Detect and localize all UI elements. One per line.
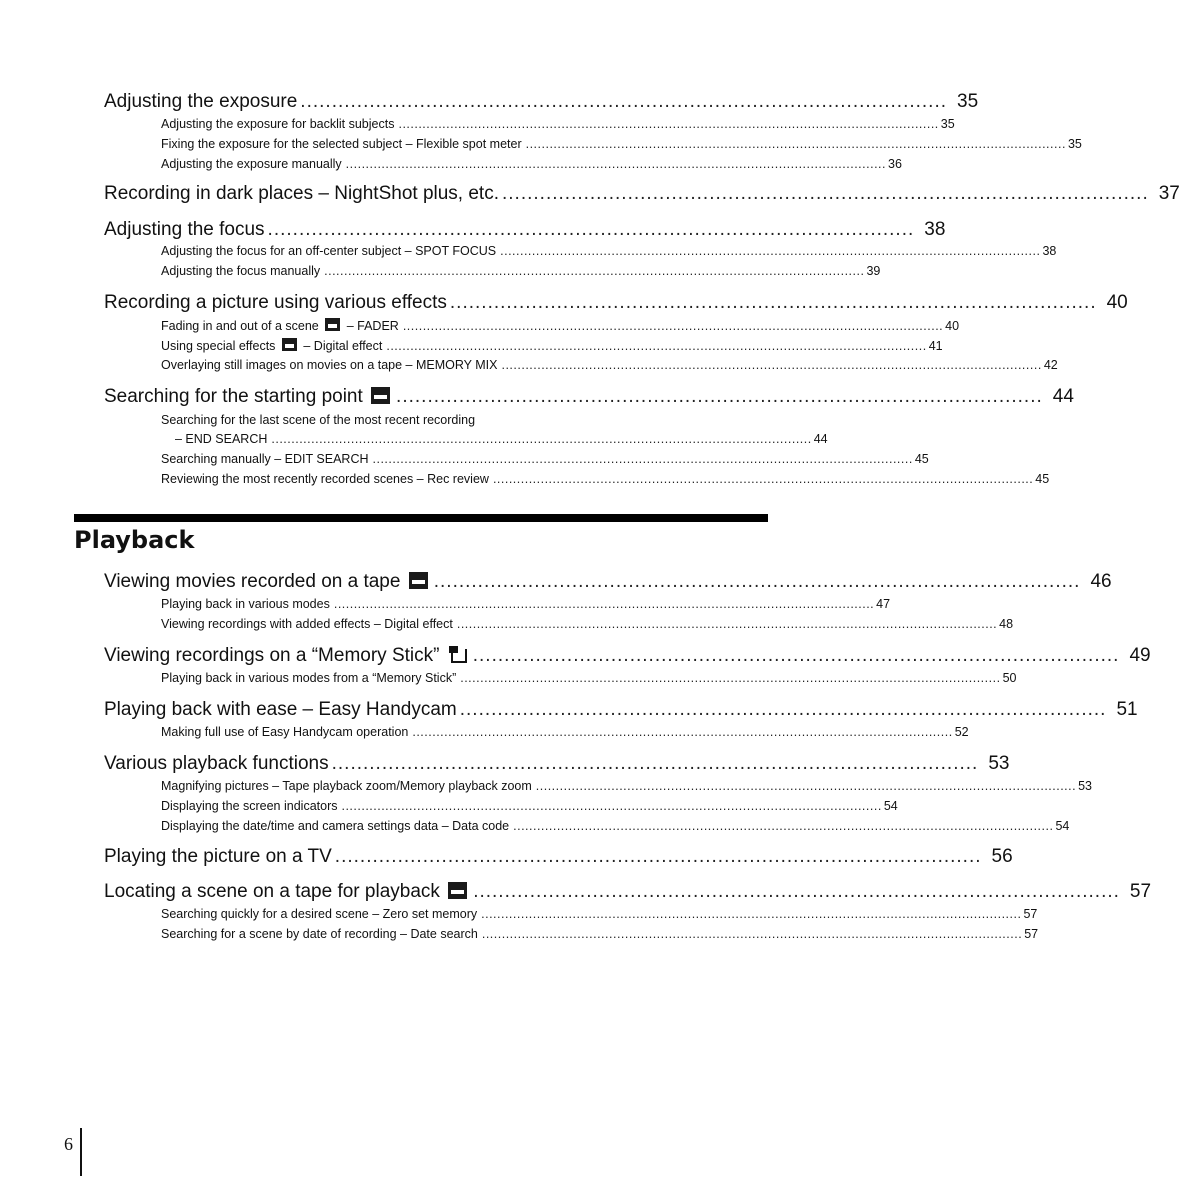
leader-dots: .......................................................................................................	[502, 183, 1149, 204]
leader-dots: ........................................................................................................................................	[525, 137, 1066, 151]
toc-subentry[interactable]: Playing back in various modes from a “Memory Stick” ........................................................................................................................................ 50	[161, 671, 1017, 685]
leader-dots: ........................................................................................................................................	[402, 319, 944, 333]
toc-subentry[interactable]: – END SEARCH ........................................................................................................................................ 44	[175, 432, 828, 446]
leader-dots: .......................................................................................................	[473, 881, 1120, 902]
leader-dots: ........................................................................................................................................	[456, 617, 998, 631]
toc-entry[interactable]: Viewing recordings on a “Memory Stick” ....................................................................................................... 49	[104, 645, 1151, 666]
leader-dots: ........................................................................................................................................	[333, 597, 875, 611]
toc-subentry[interactable]: Searching manually – EDIT SEARCH ........................................................................................................................................ 45	[161, 452, 929, 466]
leader-dots: ........................................................................................................................................	[398, 117, 939, 131]
toc-subentry[interactable]: Fading in and out of a scene – FADER ........................................................................................................................................ 40	[161, 319, 960, 333]
page-number: 6	[64, 1134, 73, 1154]
leader-dots: ........................................................................................................................................	[460, 671, 1001, 685]
toc-subentry[interactable]: Making full use of Easy Handycam operation ........................................................................................................................................ 52	[161, 725, 969, 739]
toc-subentry[interactable]: Overlaying still images on movies on a tape – MEMORY MIX ........................................................................................................................................ 42	[161, 358, 1058, 372]
leader-dots: ........................................................................................................................................	[372, 452, 913, 466]
toc-subentry[interactable]: Displaying the date/time and camera settings data – Data code ........................................................................................................................................ 54	[161, 819, 1070, 833]
leader-dots: ........................................................................................................................................	[513, 819, 1054, 833]
leader-dots: .......................................................................................................	[449, 292, 1097, 313]
section-heading: Playback	[74, 526, 195, 554]
toc-entry[interactable]: Various playback functions ....................................................................................................... 53	[104, 753, 1010, 774]
toc-entry[interactable]: Adjusting the exposure ....................................................................................................... 35	[104, 91, 979, 112]
toc-subentry[interactable]: Adjusting the exposure manually ........................................................................................................................................ 36	[161, 157, 902, 171]
toc-subentry[interactable]: Adjusting the exposure for backlit subjects ........................................................................................................................................ 35	[161, 117, 955, 131]
leader-dots: .......................................................................................................	[459, 699, 1107, 720]
toc-entry[interactable]: Recording a picture using various effects ....................................................................................................... 40	[104, 292, 1128, 313]
leader-dots: ........................................................................................................................................	[386, 339, 927, 353]
leader-dots: ........................................................................................................................................	[492, 472, 1034, 486]
leader-dots: ........................................................................................................................................	[341, 799, 882, 813]
leader-dots: ........................................................................................................................................	[481, 927, 1023, 941]
toc-entry[interactable]: Playing back with ease – Easy Handycam ....................................................................................................... 51	[104, 699, 1138, 720]
leader-dots: ........................................................................................................................................	[271, 432, 812, 446]
toc-subentry[interactable]: Fixing the exposure for the selected subject – Flexible spot meter ........................................................................................................................................ 35	[161, 137, 1082, 151]
leader-dots: ........................................................................................................................................	[412, 725, 953, 739]
toc-entry[interactable]: Searching for the starting point ....................................................................................................... 44	[104, 386, 1074, 407]
leader-dots: .......................................................................................................	[300, 91, 948, 112]
toc-entry[interactable]: Locating a scene on a tape for playback ....................................................................................................... 57	[104, 881, 1152, 902]
toc-subentry[interactable]: Searching for the last scene of the most recent recording	[161, 413, 476, 427]
toc-subentry[interactable]: Playing back in various modes ........................................................................................................................................ 47	[161, 597, 891, 611]
leader-dots: .......................................................................................................	[334, 846, 982, 867]
tape-cassette-icon	[371, 387, 390, 404]
tape-cassette-icon	[409, 572, 428, 589]
toc-subentry[interactable]: Adjusting the focus for an off-center subject – SPOT FOCUS ........................................................................................................................................ 38	[161, 244, 1057, 258]
section-rule	[74, 514, 768, 522]
toc-subentry[interactable]: Searching for a scene by date of recording – Date search ........................................................................................................................................ 57	[161, 927, 1039, 941]
toc-subentry[interactable]: Using special effects – Digital effect ........................................................................................................................................ 41	[161, 339, 943, 353]
leader-dots: ........................................................................................................................................	[345, 157, 886, 171]
tape-cassette-icon	[282, 338, 297, 351]
toc-entry[interactable]: Adjusting the focus ....................................................................................................... 38	[104, 219, 946, 240]
memory-stick-icon	[449, 646, 466, 664]
page-number-bar	[80, 1128, 82, 1176]
toc-subentry[interactable]: Reviewing the most recently recorded scenes – Rec review ........................................................................................................................................ 45	[161, 472, 1050, 486]
leader-dots: .......................................................................................................	[267, 219, 915, 240]
tape-cassette-icon	[448, 882, 467, 899]
leader-dots: ........................................................................................................................................	[324, 264, 865, 278]
toc-entry[interactable]: Viewing movies recorded on a tape ....................................................................................................... 46	[104, 571, 1112, 592]
leader-dots: .......................................................................................................	[331, 753, 979, 774]
toc-subentry[interactable]: Adjusting the focus manually ........................................................................................................................................ 39	[161, 264, 881, 278]
leader-dots: .......................................................................................................	[433, 571, 1081, 592]
leader-dots: .......................................................................................................	[472, 645, 1120, 666]
toc-entry[interactable]: Recording in dark places – NightShot plus, etc. ....................................................................................................... 37	[104, 183, 1180, 204]
toc-subentry[interactable]: Displaying the screen indicators ........................................................................................................................................ 54	[161, 799, 898, 813]
tape-cassette-icon	[325, 318, 340, 331]
toc-subentry[interactable]: Searching quickly for a desired scene – Zero set memory ........................................................................................................................................ 57	[161, 907, 1038, 921]
leader-dots: ........................................................................................................................................	[535, 779, 1077, 793]
toc-entry[interactable]: Playing the picture on a TV ....................................................................................................... 56	[104, 846, 1013, 867]
leader-dots: ........................................................................................................................................	[500, 244, 1041, 258]
leader-dots: ........................................................................................................................................	[481, 907, 1022, 921]
toc-subentry[interactable]: Viewing recordings with added effects – Digital effect ........................................................................................................................................ 48	[161, 617, 1014, 631]
leader-dots: .......................................................................................................	[396, 386, 1043, 407]
leader-dots: ........................................................................................................................................	[501, 358, 1042, 372]
toc-subentry[interactable]: Magnifying pictures – Tape playback zoom/Memory playback zoom ........................................................................................................................................ 53	[161, 779, 1093, 793]
